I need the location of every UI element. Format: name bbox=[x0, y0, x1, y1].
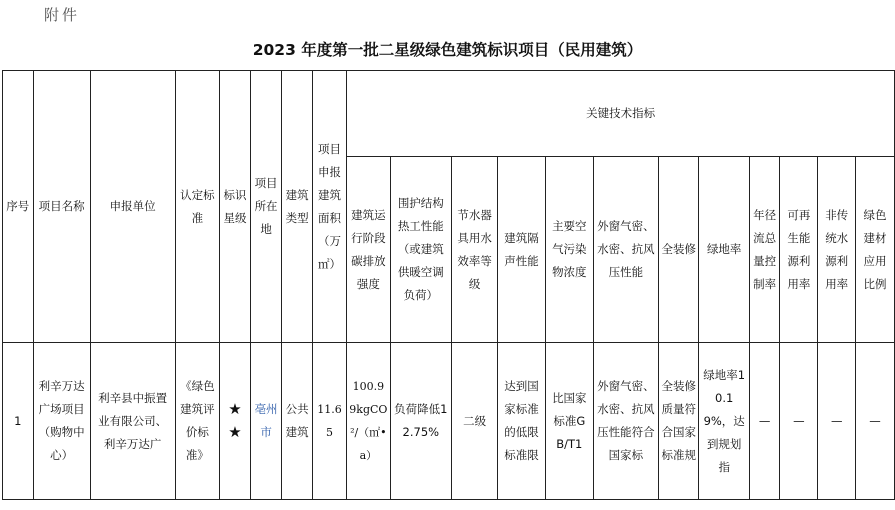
cell-building-type: 公共建筑 bbox=[282, 343, 313, 500]
cell-applicant: 利辛县中振置业有限公司、利辛万达广 bbox=[90, 343, 175, 500]
cell-renewable: — bbox=[780, 343, 818, 500]
cell-runoff: — bbox=[749, 343, 780, 500]
header-area: 项目申报建筑面积（万㎡） bbox=[312, 71, 346, 343]
cell-star-level: ★★ bbox=[220, 343, 251, 500]
attachment-label: 附件 bbox=[44, 6, 81, 24]
header-envelope: 围护结构热工性能（或建筑供暖空调负荷） bbox=[390, 157, 452, 343]
cell-window: 外窗气密、水密、抗风压性能符合国家标 bbox=[593, 343, 658, 500]
header-renewable: 可再生能源利用率 bbox=[780, 157, 818, 343]
header-seq: 序号 bbox=[3, 71, 34, 343]
header-indoor-air: 主要空气污染物浓度 bbox=[545, 157, 593, 343]
cell-indoor-air: 比国家标准GB/T1 bbox=[545, 343, 593, 500]
cell-decoration: 全装修质量符合国家标准规 bbox=[658, 343, 699, 500]
cell-standard: 《绿色建筑评价标准》 bbox=[175, 343, 219, 500]
header-star-level: 标识星级 bbox=[220, 71, 251, 343]
cell-sound: 达到国家标准的低限标准限 bbox=[498, 343, 546, 500]
cell-green-ratio: 绿地率10.19%，达到规划指 bbox=[699, 343, 749, 500]
cell-nontraditional-water: — bbox=[818, 343, 856, 500]
document-title: 2023 年度第一批二星级绿色建筑标识项目（民用建筑） bbox=[252, 41, 643, 59]
header-row-top bbox=[3, 71, 895, 157]
header-key-indicators: 关键技术指标 bbox=[347, 71, 895, 157]
header-window: 外窗气密、水密、抗风压性能 bbox=[593, 157, 658, 343]
table-row bbox=[3, 343, 895, 500]
cell-seq: 1 bbox=[3, 343, 34, 500]
cell-green-material: — bbox=[856, 343, 895, 500]
header-nontraditional-water: 非传统水源利用率 bbox=[818, 157, 856, 343]
header-carbon: 建筑运行阶段碳排放强度 bbox=[347, 157, 390, 343]
header-decoration: 全装修 bbox=[658, 157, 699, 343]
project-table bbox=[2, 70, 895, 500]
cell-location: 亳州市 bbox=[250, 343, 281, 500]
cell-carbon: 100.99kgCO²/（㎡•a） bbox=[347, 343, 390, 500]
header-location: 项目所在地 bbox=[250, 71, 281, 343]
header-applicant: 申报单位 bbox=[90, 71, 175, 343]
cell-project-name: 利辛万达广场项目（购物中心） bbox=[33, 343, 90, 500]
cell-water-fixture: 二级 bbox=[452, 343, 498, 500]
header-green-ratio: 绿地率 bbox=[699, 157, 749, 343]
header-project-name: 项目名称 bbox=[33, 71, 90, 343]
cell-area: 11.65 bbox=[312, 343, 346, 500]
header-runoff: 年径流总量控制率 bbox=[749, 157, 780, 343]
header-sound: 建筑隔声性能 bbox=[498, 157, 546, 343]
cell-envelope: 负荷降低12.75% bbox=[390, 343, 452, 500]
header-water-fixture: 节水器具用水效率等级 bbox=[452, 157, 498, 343]
header-green-material: 绿色建材应用比例 bbox=[856, 157, 895, 343]
header-building-type: 建筑类型 bbox=[282, 71, 313, 343]
header-standard: 认定标准 bbox=[175, 71, 219, 343]
